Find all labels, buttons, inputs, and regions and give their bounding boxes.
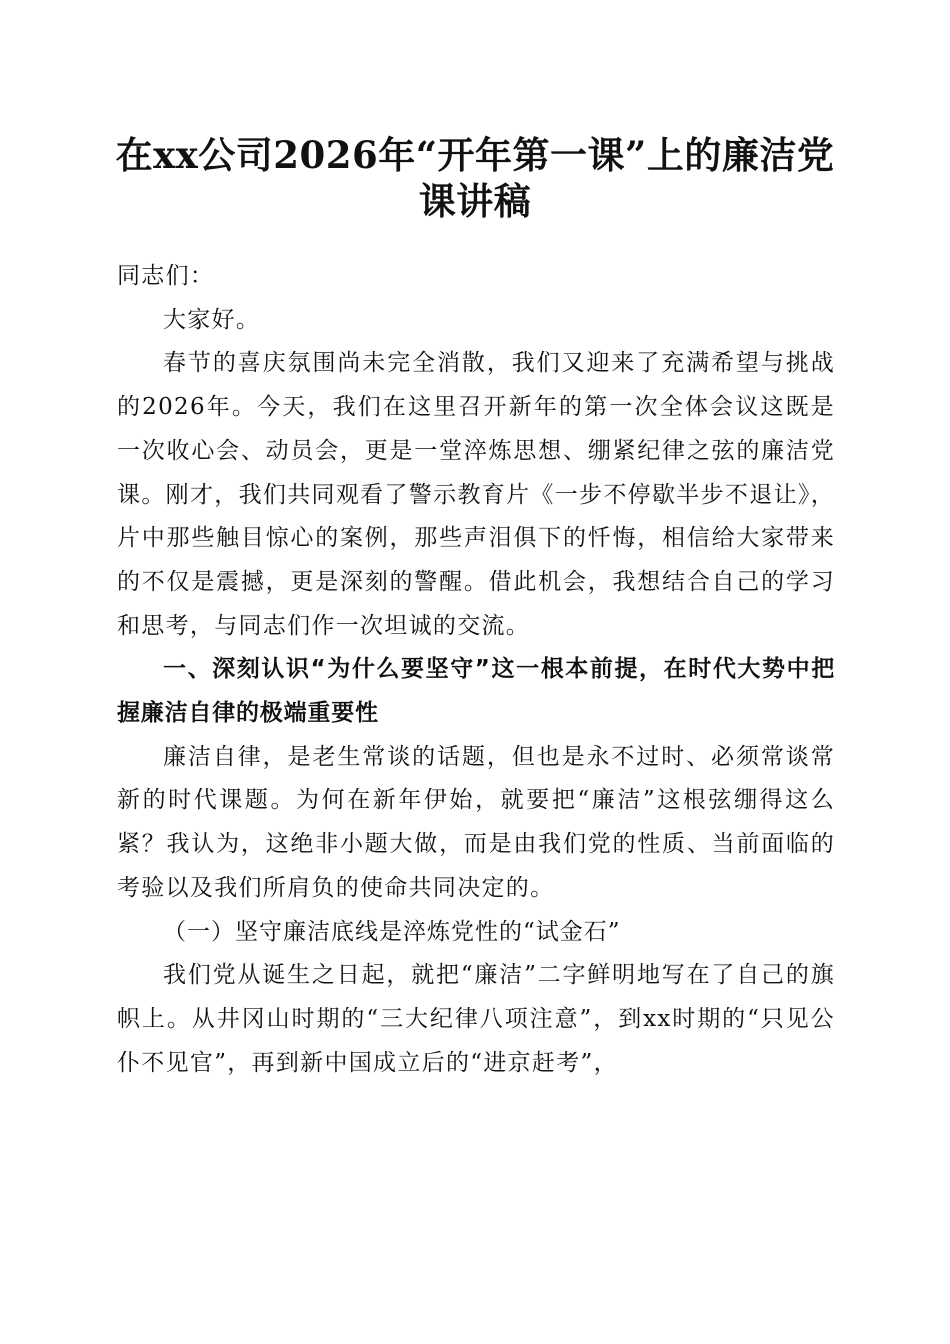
section-1-intro: 廉洁自律，是老生常谈的话题，但也是永不过时、必须常谈常新的时代课题。为何在新年伊始，就要把“廉洁”这根弦绷得这么紧？我认为，这绝非小题大做，而是由我们党的性质、当前面临的考验以及我们所肩负的使命共同决定的。 [117,743,835,901]
greeting: 大家好。 [163,306,261,333]
subsection-1-heading: （一）坚守廉洁底线是淬炼党性的“试金石” [163,918,621,945]
section-1-heading: 一、深刻认识“为什么要坚守”这一根本前提，在时代大势中把握廉洁自律的极端重要性 [117,656,835,727]
opening-paragraph: 春节的喜庆氛围尚未完全消散，我们又迎来了充满希望与挑战的2026年。今天，我们在这里召开新年的第一次全体会议这既是一次收心会、动员会，更是一堂淬炼思想、绷紧纪律之弦的廉洁党课。刚才，我们共同观看了警示教育片《一步不停歇半步不退让》，片中那些触目惊心的案例，那些声泪俱下的忏悔，相信给大家带来的不仅是震撼，更是深刻的警醒。借此机会，我想结合自己的学习和思考，与同志们作一次坦诚的交流。 [117,350,835,639]
salutation: 同志们： [117,263,215,289]
document-body [117,255,835,1085]
document-title: 在xx公司2026年“开年第一课”上的廉洁党课讲稿 [115,133,835,223]
subsection-1-text: 我们党从诞生之日起，就把“廉洁”二字鲜明地写在了自己的旗帜上。从井冈山时期的“三大纪律八项注意”，到xx时期的“只见公仆不见官”，再到新中国成立后的“进京赶考”， [117,962,835,1076]
